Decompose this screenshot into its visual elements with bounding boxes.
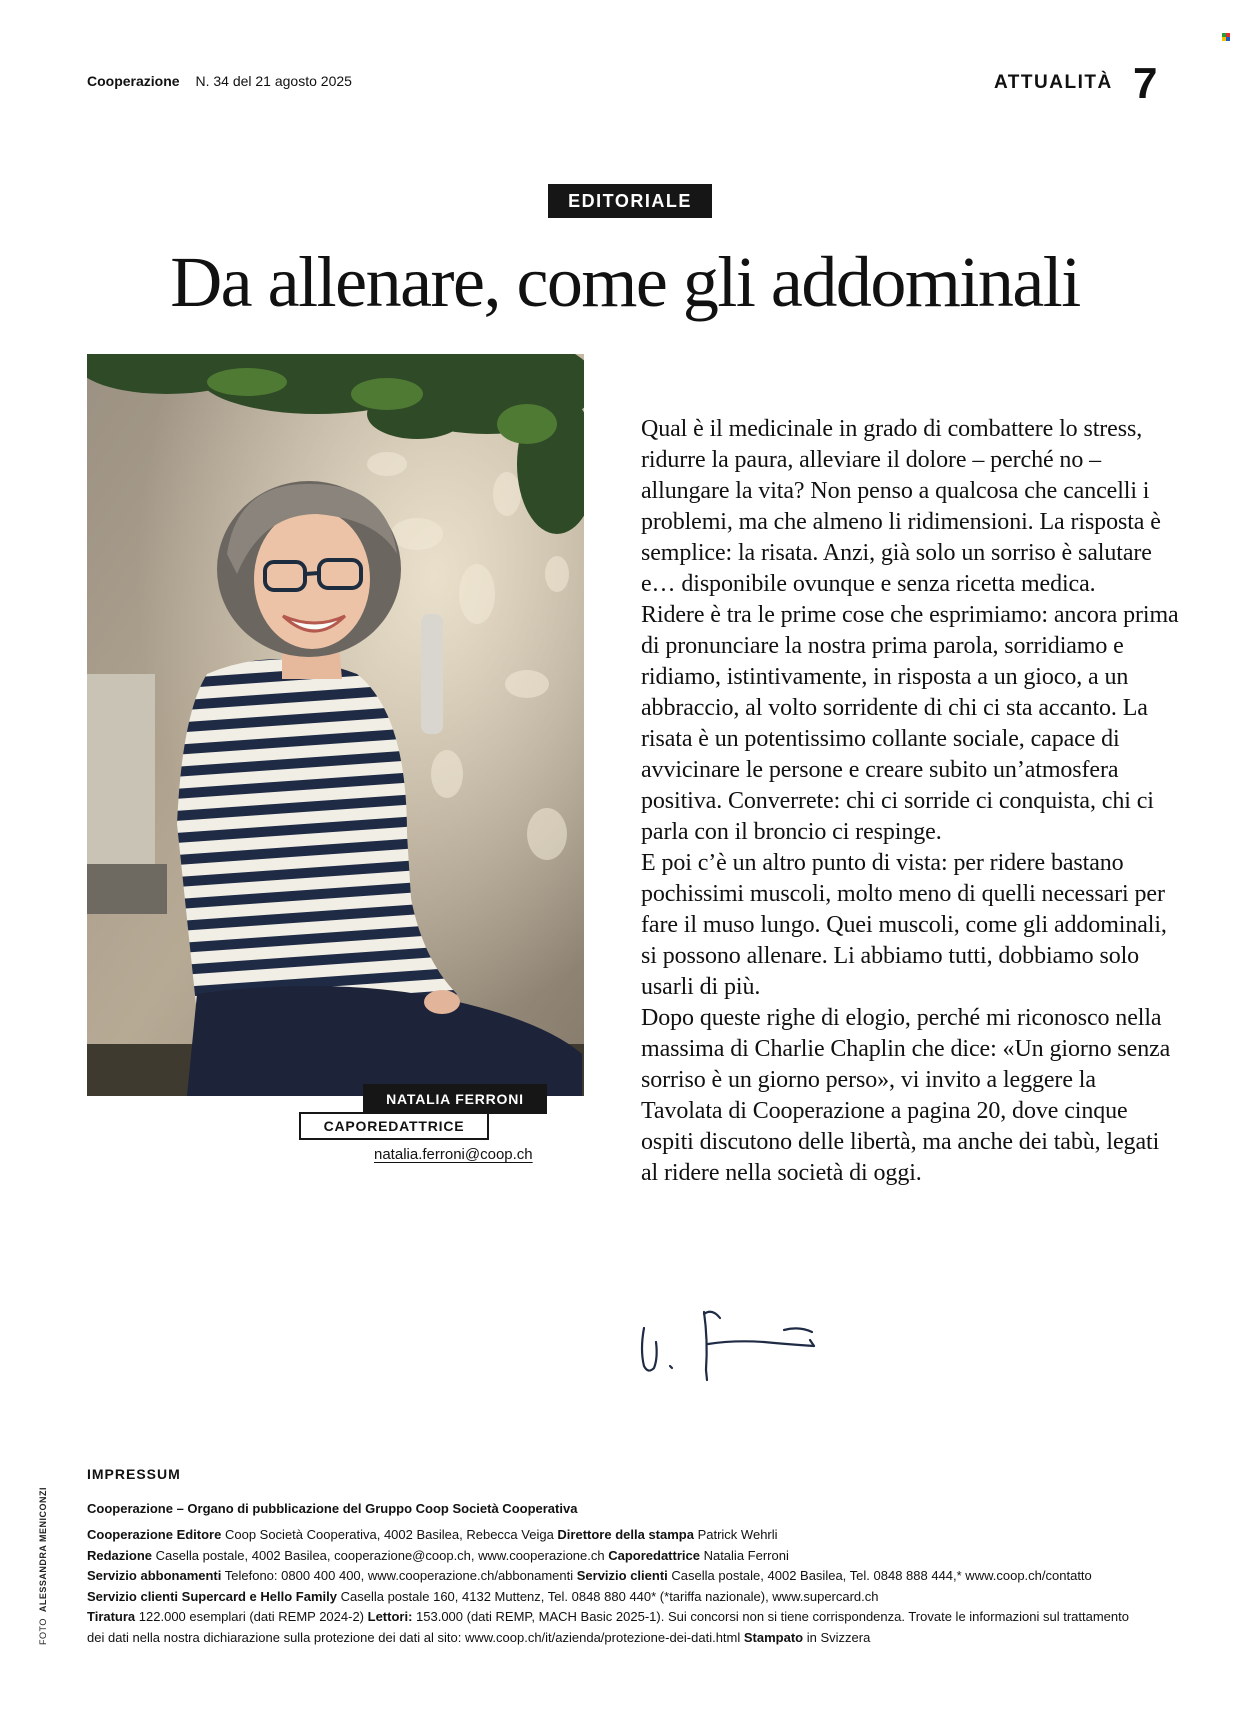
impressum-text: Casella postale 160, 4132 Muttenz, Tel. 0848 880 440* (*tariffa nazionale), www.supercard.ch <box>336 1588 879 1604</box>
impressum-organ: Cooperazione – Organo di pubblicazione del Gruppo Coop Società Cooperativa <box>87 1501 578 1516</box>
impressum-label: Tiratura <box>87 1609 136 1624</box>
impressum-label: Direttore della stampa <box>557 1527 694 1542</box>
impressum-text: dei dati nella nostra dichiarazione sulla protezione dei dati al sito: www.coop.ch/it/azienda/protezione-dei-dati.html <box>87 1629 744 1645</box>
impressum-text: Casella postale, 4002 Basilea, Tel. 0848 888 444,* www.coop.ch/contatto <box>667 1568 1092 1583</box>
page-number: 7 <box>1133 59 1158 108</box>
impressum-label: Cooperazione Editore <box>87 1527 222 1542</box>
impressum-text: Coop Società Cooperativa, 4002 Basilea, Rebecca Veiga <box>221 1527 558 1542</box>
color-registration-mark <box>1222 33 1230 41</box>
impressum-text: Patrick Wehrli <box>693 1527 778 1542</box>
publication-name: Cooperazione <box>87 73 180 89</box>
author-email-link[interactable]: natalia.ferroni@coop.ch <box>374 1146 533 1163</box>
photo-credit-name: ALESSANDRA MENICONZI <box>38 1486 48 1613</box>
photo-credit-prefix: FOTO <box>38 1618 48 1645</box>
author-role-tag: CAPOREDATTRICE <box>299 1112 489 1140</box>
body-paragraph: Dopo queste righe di elogio, perché mi riconosco nella massima di Charlie Chaplin che dice: «Un giorno senza sorriso è un giorno perso», vi invito a leggere la Tavolata di Cooperazione a pagina 20, dove cinque ospiti discutono delle libertà, ma anche dei tabù, legati al ridere nella società di oggi. <box>641 1005 1171 1186</box>
author-name-tag: NATALIA FERRONI <box>363 1084 547 1114</box>
article-body <box>641 414 1181 1189</box>
impressum-line <box>87 1525 1167 1546</box>
impressum-line <box>87 1628 1167 1649</box>
body-paragraph: Qual è il medicinale in grado di combattere lo stress, ridurre la paura, alleviare il dolore – perché no – allungare la vita? Non penso a qualcosa che cancelli i problemi, ma che almeno li ridimensioni. La risposta è semplice: la risata. Anzi, già solo un sorriso è salutare e… disponibile ovunque e senza ricetta medica. <box>641 416 1161 597</box>
impressum-text: in Svizzera <box>803 1629 871 1645</box>
impressum-label: Lettori: <box>367 1609 413 1624</box>
impressum-text: 122.000 esemplari (dati REMP 2024-2) <box>135 1609 368 1624</box>
impressum-label: Servizio clienti <box>576 1568 668 1583</box>
impressum-text: Natalia Ferroni <box>699 1547 789 1563</box>
impressum-line <box>87 1587 1167 1608</box>
impressum-text: 153.000 (dati REMP, MACH Basic 2025-1). Sui concorsi non si tiene corrispondenza. Trovate le informazioni sul trattamento <box>412 1609 1129 1624</box>
article-kicker: EDITORIALE <box>548 184 712 218</box>
photo-credit <box>38 1487 48 1645</box>
impressum-label: Stampato <box>743 1629 804 1645</box>
article-headline: Da allenare, come gli addominali <box>170 242 1080 322</box>
impressum-text: Telefono: 0800 400 400, www.cooperazione.ch/abbonamenti <box>221 1568 577 1583</box>
body-paragraph: Ridere è tra le prime cose che esprimiamo: ancora prima di pronunciare la nostra prima parola, sorridiamo e ridiamo, istintivamente, in risposta a un gioco, a un abbraccio, al volto sorridente di chi ci sta accanto. La risata è un potentissimo collante sociale, capace di avvicinare le persone e creare subito un’atmosfera positiva. Converrete: chi ci sorride ci conquista, chi ci parla con il broncio ci respinge. <box>641 602 1179 845</box>
impressum-line <box>87 1546 1167 1567</box>
section-label: ATTUALITÀ <box>994 72 1113 93</box>
impressum-text: Casella postale, 4002 Basilea, cooperazione@coop.ch, www.cooperazione.ch <box>152 1547 609 1563</box>
impressum-line <box>87 1607 1167 1628</box>
impressum-label: Servizio clienti Supercard e Hello Family <box>87 1588 337 1604</box>
impressum-label: Redazione <box>87 1547 153 1563</box>
issue-info: N. 34 del 21 agosto 2025 <box>195 73 352 89</box>
impressum-label: Caporedattrice <box>608 1547 700 1563</box>
handwritten-signature <box>634 1300 834 1390</box>
body-paragraph: E poi c’è un altro punto di vista: per ridere bastano pochissimi muscoli, molto meno di quelli necessari per fare il muso lungo. Quei muscoli, come gli addominali, si possono allenare. Li abbiamo tutti, dobbiamo solo usarli di più. <box>641 850 1167 1000</box>
publication-header <box>87 73 352 89</box>
impressum-title: IMPRESSUM <box>87 1466 181 1482</box>
impressum-line <box>87 1566 1167 1587</box>
author-photo <box>87 354 584 1096</box>
impressum-label: Servizio abbonamenti <box>87 1568 222 1583</box>
impressum-details <box>87 1525 1167 1648</box>
